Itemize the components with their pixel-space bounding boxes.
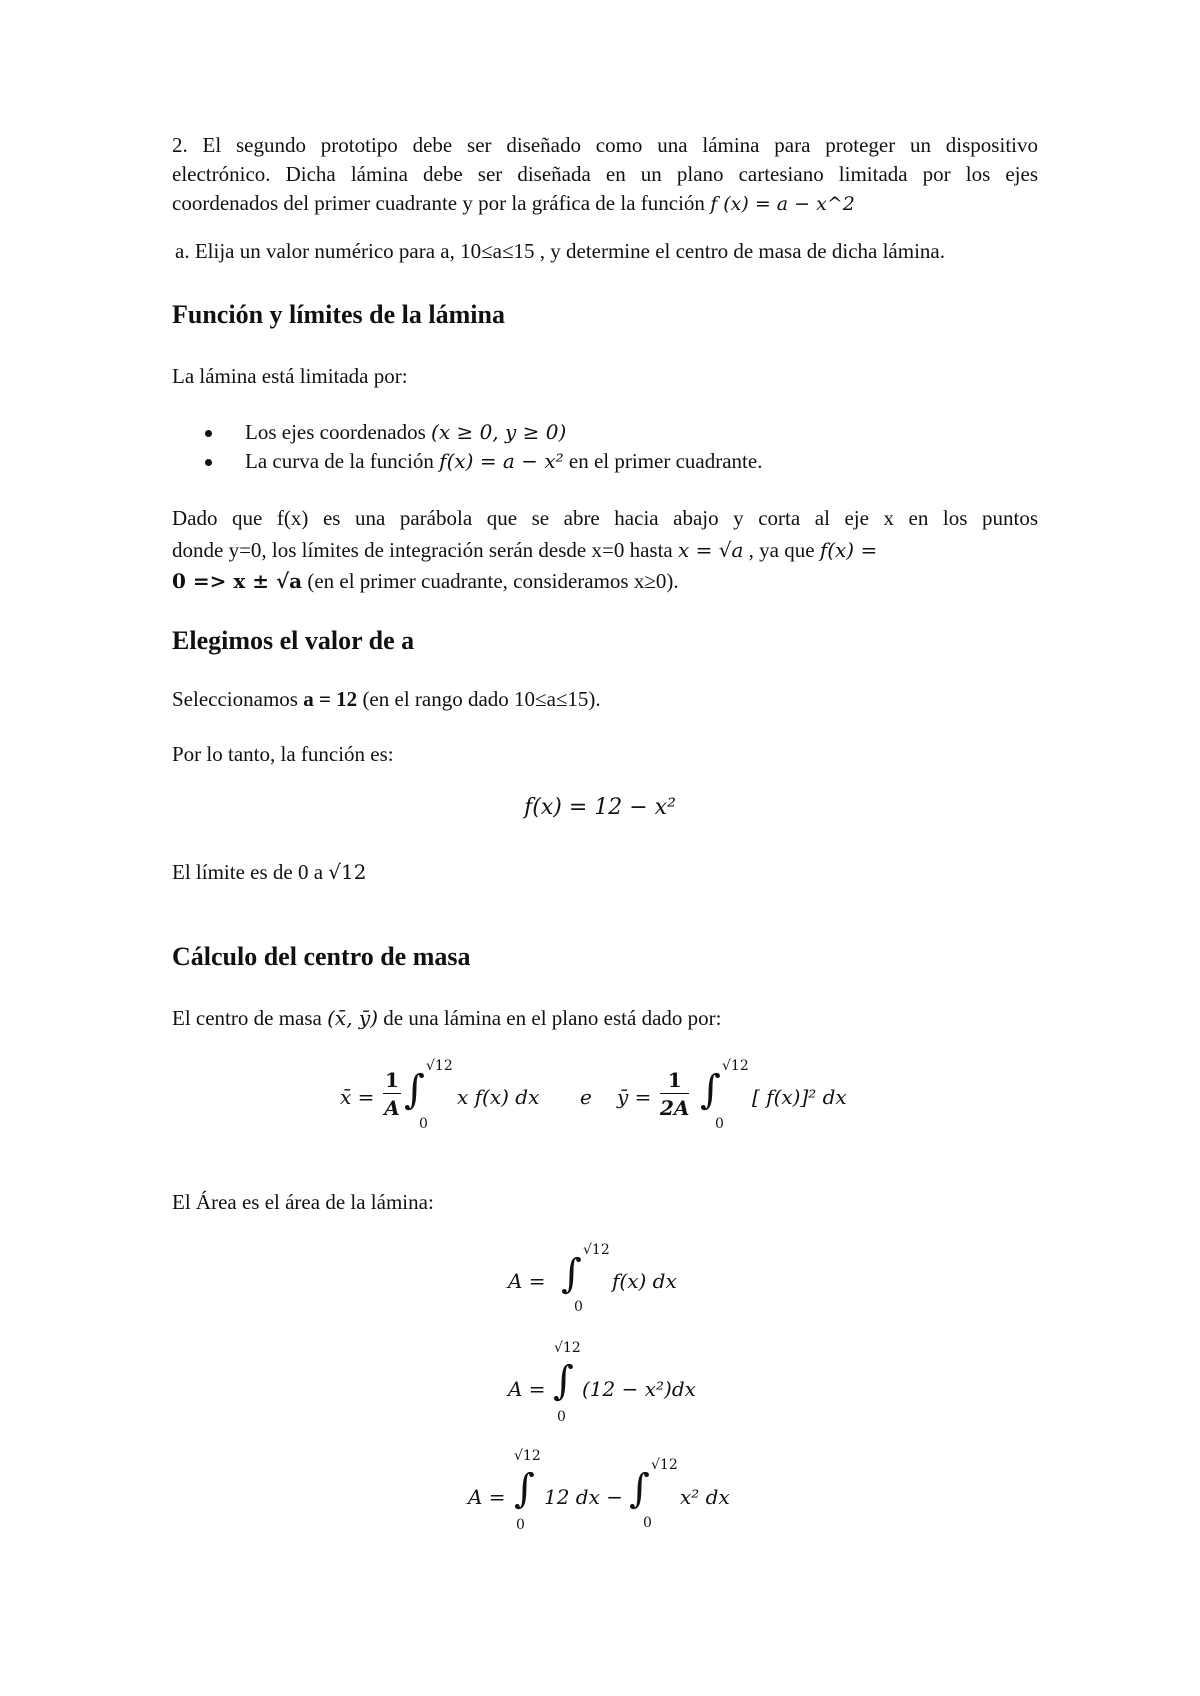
area-eq1-lhs: A = xyxy=(508,1269,546,1293)
area-eq2-integrand: (12 − x²)dx xyxy=(582,1377,696,1401)
lead-post: de una lámina en el plano está dado por: xyxy=(383,1006,722,1030)
select-pre: Seleccionamos xyxy=(172,687,298,711)
select-bold-value: a = 12 xyxy=(303,687,358,711)
area-eq3-upper-limit-2: √12 xyxy=(651,1457,678,1473)
part-a-question: a. Elija un valor numérico para a, 10≤a≤15 , y determine el centro de masa de dicha lámina. xyxy=(175,239,945,263)
bullet-2-tail: en el primer cuadrante. xyxy=(568,449,763,473)
xbar-integral-sign: ∫ xyxy=(404,1067,425,1113)
xbar-fraction-den: A xyxy=(384,1096,400,1120)
para-line-3-math: 0 => x ± √a xyxy=(172,569,303,593)
ybar-integrand: [ f(x)]² dx xyxy=(752,1085,847,1109)
ybar-fraction-num: 1 xyxy=(660,1068,689,1094)
limit-text: El límite es de 0 a xyxy=(172,860,324,884)
lead-pre: El centro de masa xyxy=(172,1006,322,1030)
area-eq1-upper-limit: √12 xyxy=(583,1242,610,1258)
limit-line xyxy=(172,858,367,887)
area-eq3-lower-limit-1: 0 xyxy=(516,1517,525,1533)
bullet-item-1 xyxy=(245,418,566,447)
area-eq3-integral-sign-2: ∫ xyxy=(629,1466,650,1512)
therefore-line: Por lo tanto, la función es: xyxy=(172,742,394,766)
section-heading-funcion: Función y límites de la lámina xyxy=(172,300,505,329)
area-eq3-part1: 12 dx − xyxy=(544,1485,624,1509)
xbar-label: x̄ = xyxy=(340,1085,375,1109)
selection-line xyxy=(172,685,601,714)
area-eq2-lhs: A = xyxy=(508,1377,546,1401)
area-eq2-lower-limit: 0 xyxy=(557,1409,566,1425)
area-eq1-integral-sign: ∫ xyxy=(561,1251,582,1297)
section-heading-centro-masa: Cálculo del centro de masa xyxy=(172,942,471,971)
ybar-lower-limit: 0 xyxy=(715,1116,724,1132)
area-lead: El Área es el área de la lámina: xyxy=(172,1190,434,1214)
area-eq3-integral-sign-1: ∫ xyxy=(514,1466,535,1512)
ybar-fraction-den: 2A xyxy=(660,1096,690,1120)
intro-function-formula: f (x) = a − x^2 xyxy=(710,193,855,215)
intro-line-3-text: coordenados del primer cuadrante y por la gráfica de la función xyxy=(172,191,705,215)
limit-math: √12 xyxy=(328,860,367,884)
xbar-lower-limit: 0 xyxy=(419,1116,428,1132)
lead-math: (x̄, ȳ) xyxy=(327,1006,379,1030)
section1-para-line-1: Dado que f(x) es una parábola que se abre hacia abajo y corta al eje x en los puntos xyxy=(172,506,1038,530)
intro-line-3 xyxy=(172,189,1038,219)
bullet-1-text: Los ejes coordenados xyxy=(245,420,426,444)
select-post: (en el rango dado 10≤a≤15). xyxy=(362,687,601,711)
bullet-item-2 xyxy=(245,447,762,476)
intro-line-2: electrónico. Dicha lámina debe ser diseñada en un plano cartesiano limitada por los ejes xyxy=(172,162,1038,186)
area-eq1-integrand: f(x) dx xyxy=(612,1269,677,1293)
ybar-integral-sign: ∫ xyxy=(700,1067,721,1113)
xbar-fraction-num: 1 xyxy=(385,1068,399,1092)
section1-para-line-2 xyxy=(172,536,877,565)
para-line-3-tail: (en el primer cuadrante, consideramos x≥0). xyxy=(307,569,679,593)
area-eq1-lower-limit: 0 xyxy=(574,1299,583,1315)
area-eq3-lhs: A = xyxy=(468,1485,506,1509)
bullet-dot-1 xyxy=(205,430,212,437)
area-eq3-part2: x² dx xyxy=(680,1485,730,1509)
area-eq3-lower-limit-2: 0 xyxy=(643,1515,652,1531)
bullet-dot-2 xyxy=(205,459,212,466)
section3-lead xyxy=(172,1004,721,1033)
xbar-integrand: x f(x) dx xyxy=(457,1085,540,1109)
para-line-2-math: x = √a xyxy=(677,538,744,562)
area-eq2-upper-limit: √12 xyxy=(554,1340,581,1356)
ybar-label: ȳ = xyxy=(617,1085,652,1109)
area-eq3-upper-limit-1: √12 xyxy=(514,1448,541,1464)
para-line-2-math2: f(x) = xyxy=(819,538,878,562)
function-equation: f(x) = 12 − x² xyxy=(524,795,676,820)
ybar-upper-limit: √12 xyxy=(722,1058,749,1074)
intro-line-1: 2. El segundo prototipo debe ser diseñado como una lámina para proteger un dispositivo xyxy=(172,133,1038,157)
section-heading-valor-a: Elegimos el valor de a xyxy=(172,626,415,655)
section1-lead: La lámina está limitada por: xyxy=(172,364,408,388)
bullet-1-math: (x ≥ 0, y ≥ 0) xyxy=(431,420,567,444)
connector-e: e xyxy=(580,1085,592,1109)
para-line-2-text: donde y=0, los límites de integración serán desde x=0 hasta xyxy=(172,538,673,562)
ybar-fraction xyxy=(660,1068,689,1120)
para-line-2-tail: , ya que xyxy=(748,538,815,562)
bullet-2-text: La curva de la función xyxy=(245,449,434,473)
area-eq2-integral-sign: ∫ xyxy=(553,1358,574,1404)
xbar-upper-limit: √12 xyxy=(426,1058,453,1074)
bullet-2-math: f(x) = a − x² xyxy=(439,449,564,473)
section1-para-line-3 xyxy=(172,567,679,596)
xbar-fraction xyxy=(383,1068,401,1120)
